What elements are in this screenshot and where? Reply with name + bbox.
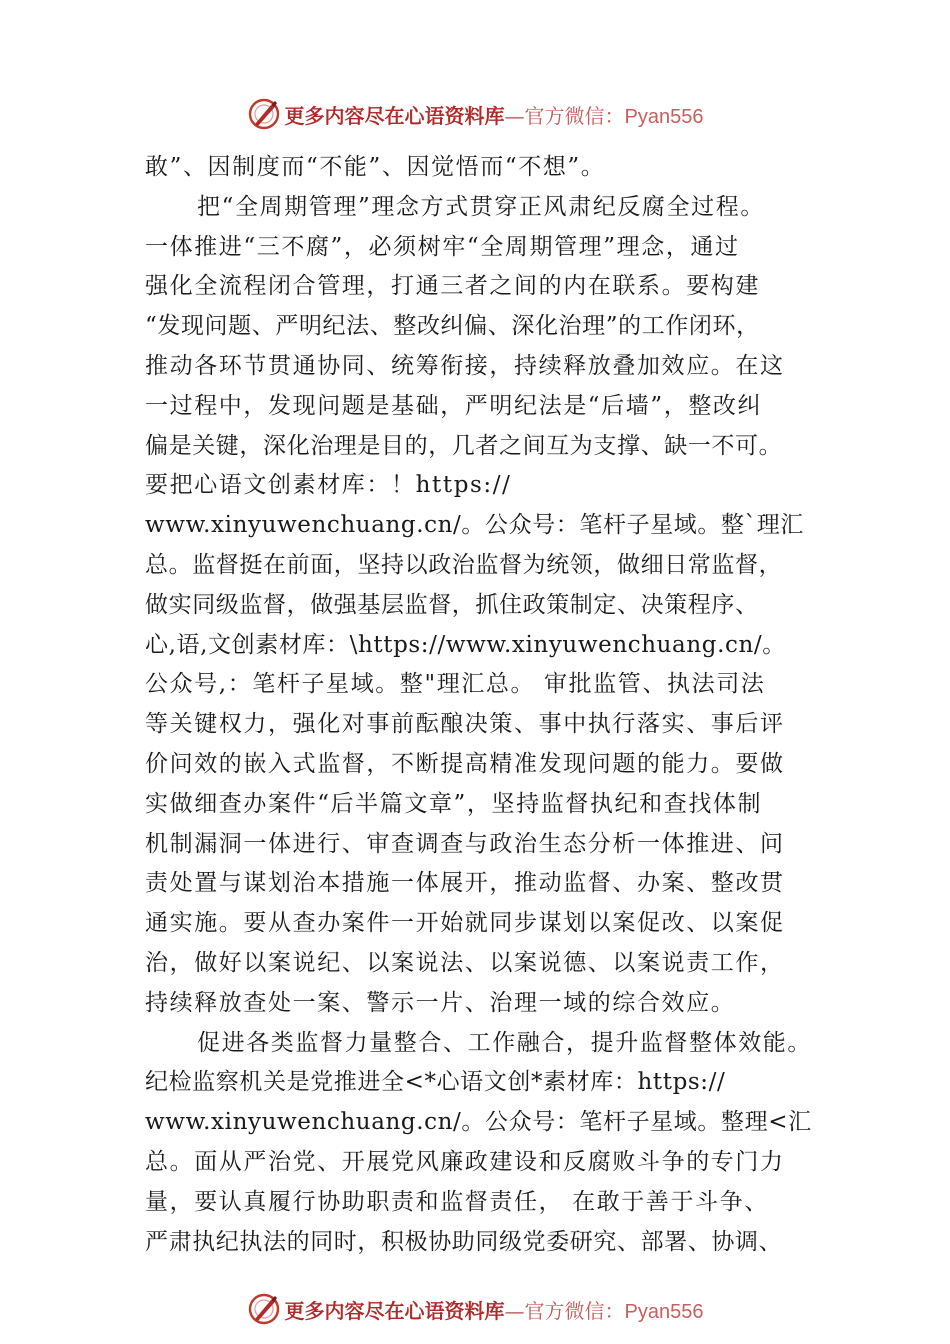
footer-site-name: 更多内容尽在心语资料库: [284, 1298, 505, 1323]
document-body: [145, 148, 845, 1262]
paragraph-start-line: 促进各类监督力量整合、工作融合，提升监督整体效能。: [197, 1029, 812, 1056]
text-line: 要把心语文创素材库：！https://: [145, 472, 512, 499]
text-line: 推动各环节贯通协同、统筹衔接，持续释放叠加效应。在这: [145, 352, 785, 379]
text-line: 敢”、因制度而“不能”、因觉悟而“不想”。: [145, 154, 606, 180]
text-line: 总。面从严治党、开展党风廉政建设和反腐败斗争的专门力: [145, 1148, 785, 1175]
text-line: “发现问题、严明纪法、整改纠偏、深化治理”的工作闭环，: [145, 313, 760, 340]
header-site-name: 更多内容尽在心语资料库: [284, 103, 505, 128]
header-wechat-id: Pyan556: [624, 105, 704, 128]
footer-separator: —: [504, 1298, 525, 1323]
text-line: 价问效的嵌入式监督，不断提高精准发现问题的能力。要做: [145, 750, 785, 777]
footer-wechat-id: Pyan556: [624, 1300, 704, 1323]
text-line: 责处置与谋划治本措施一体展开，推动监督、办案、整改贯: [145, 870, 785, 897]
text-line: 严肃执纪执法的同时，积极协助同级党委研究、部署、协调、: [145, 1228, 783, 1255]
text-line: 公众号,：笔杆子星域。整"理汇总。 审批监管、执法司法: [145, 671, 766, 698]
text-line: www.xinyuwenchuang.cn/。公众号：笔杆子星域。整`理汇: [145, 512, 804, 539]
text-line: 一体推进“三不腐”，必须树牢“全周期管理”理念，通过: [145, 233, 740, 260]
pen-logo-icon: [247, 97, 281, 131]
text-line: 治，做好以案说纪、以案说法、以案说德、以案说责工作，: [145, 949, 785, 976]
text-line: 做实同级监督，做强基层监督，抓住政策制定、决策程序、: [145, 591, 759, 618]
text-line: 量，要认真履行协助职责和监督责任， 在敢于善于斗争、: [145, 1188, 769, 1215]
footer-banner: [0, 1289, 950, 1329]
text-line: 通实施。要从查办案件一开始就同步谋划以案促改、以案促: [145, 910, 785, 937]
text-line: 偏是关键，深化治理是目的，几者之间互为支撑、缺一不可。: [145, 432, 783, 459]
header-banner: [0, 94, 950, 134]
text-line: 等关键权力，强化对事前酝酿决策、事中执行落实、事后评: [145, 711, 785, 738]
text-line: 持续释放查处一案、警示一片、治理一域的综合效应。: [145, 989, 736, 1016]
text-line: 总。监督挺在前面，坚持以政治监督为统领，做细日常监督，: [145, 551, 783, 578]
text-line: 机制漏洞一体进行、审查调查与政治生态分析一体推进、问: [145, 830, 785, 857]
text-line: 纪检监察机关是党推进全<*心语文创*素材库：https://: [145, 1069, 726, 1096]
pen-logo-icon: [247, 1292, 281, 1326]
header-banner-text: [285, 100, 704, 129]
footer-wechat-label: 官方微信：: [524, 1298, 625, 1323]
text-line: 强化全流程闭合管理，打通三者之间的内在联系。要构建: [145, 273, 760, 300]
text-line: www.xinyuwenchuang.cn/。公众号：笔杆子星域。整理<汇: [145, 1109, 812, 1136]
text-line: 实做细查办案件“后半篇文章”，坚持监督执纪和查找体制: [145, 790, 763, 817]
text-line: 一过程中，发现问题是基础，严明纪法是“后墙”，整改纠: [145, 392, 763, 419]
paragraph-start-line: 把“全周期管理”理念方式贯穿正风肃纪反腐全过程。: [197, 193, 765, 220]
text-line: 心,语,文创素材库：\https://www.xinyuwenchuang.cn/。: [145, 631, 786, 658]
footer-banner-text: [285, 1295, 704, 1324]
header-wechat-label: 官方微信：: [524, 103, 625, 128]
header-separator: —: [504, 103, 525, 128]
